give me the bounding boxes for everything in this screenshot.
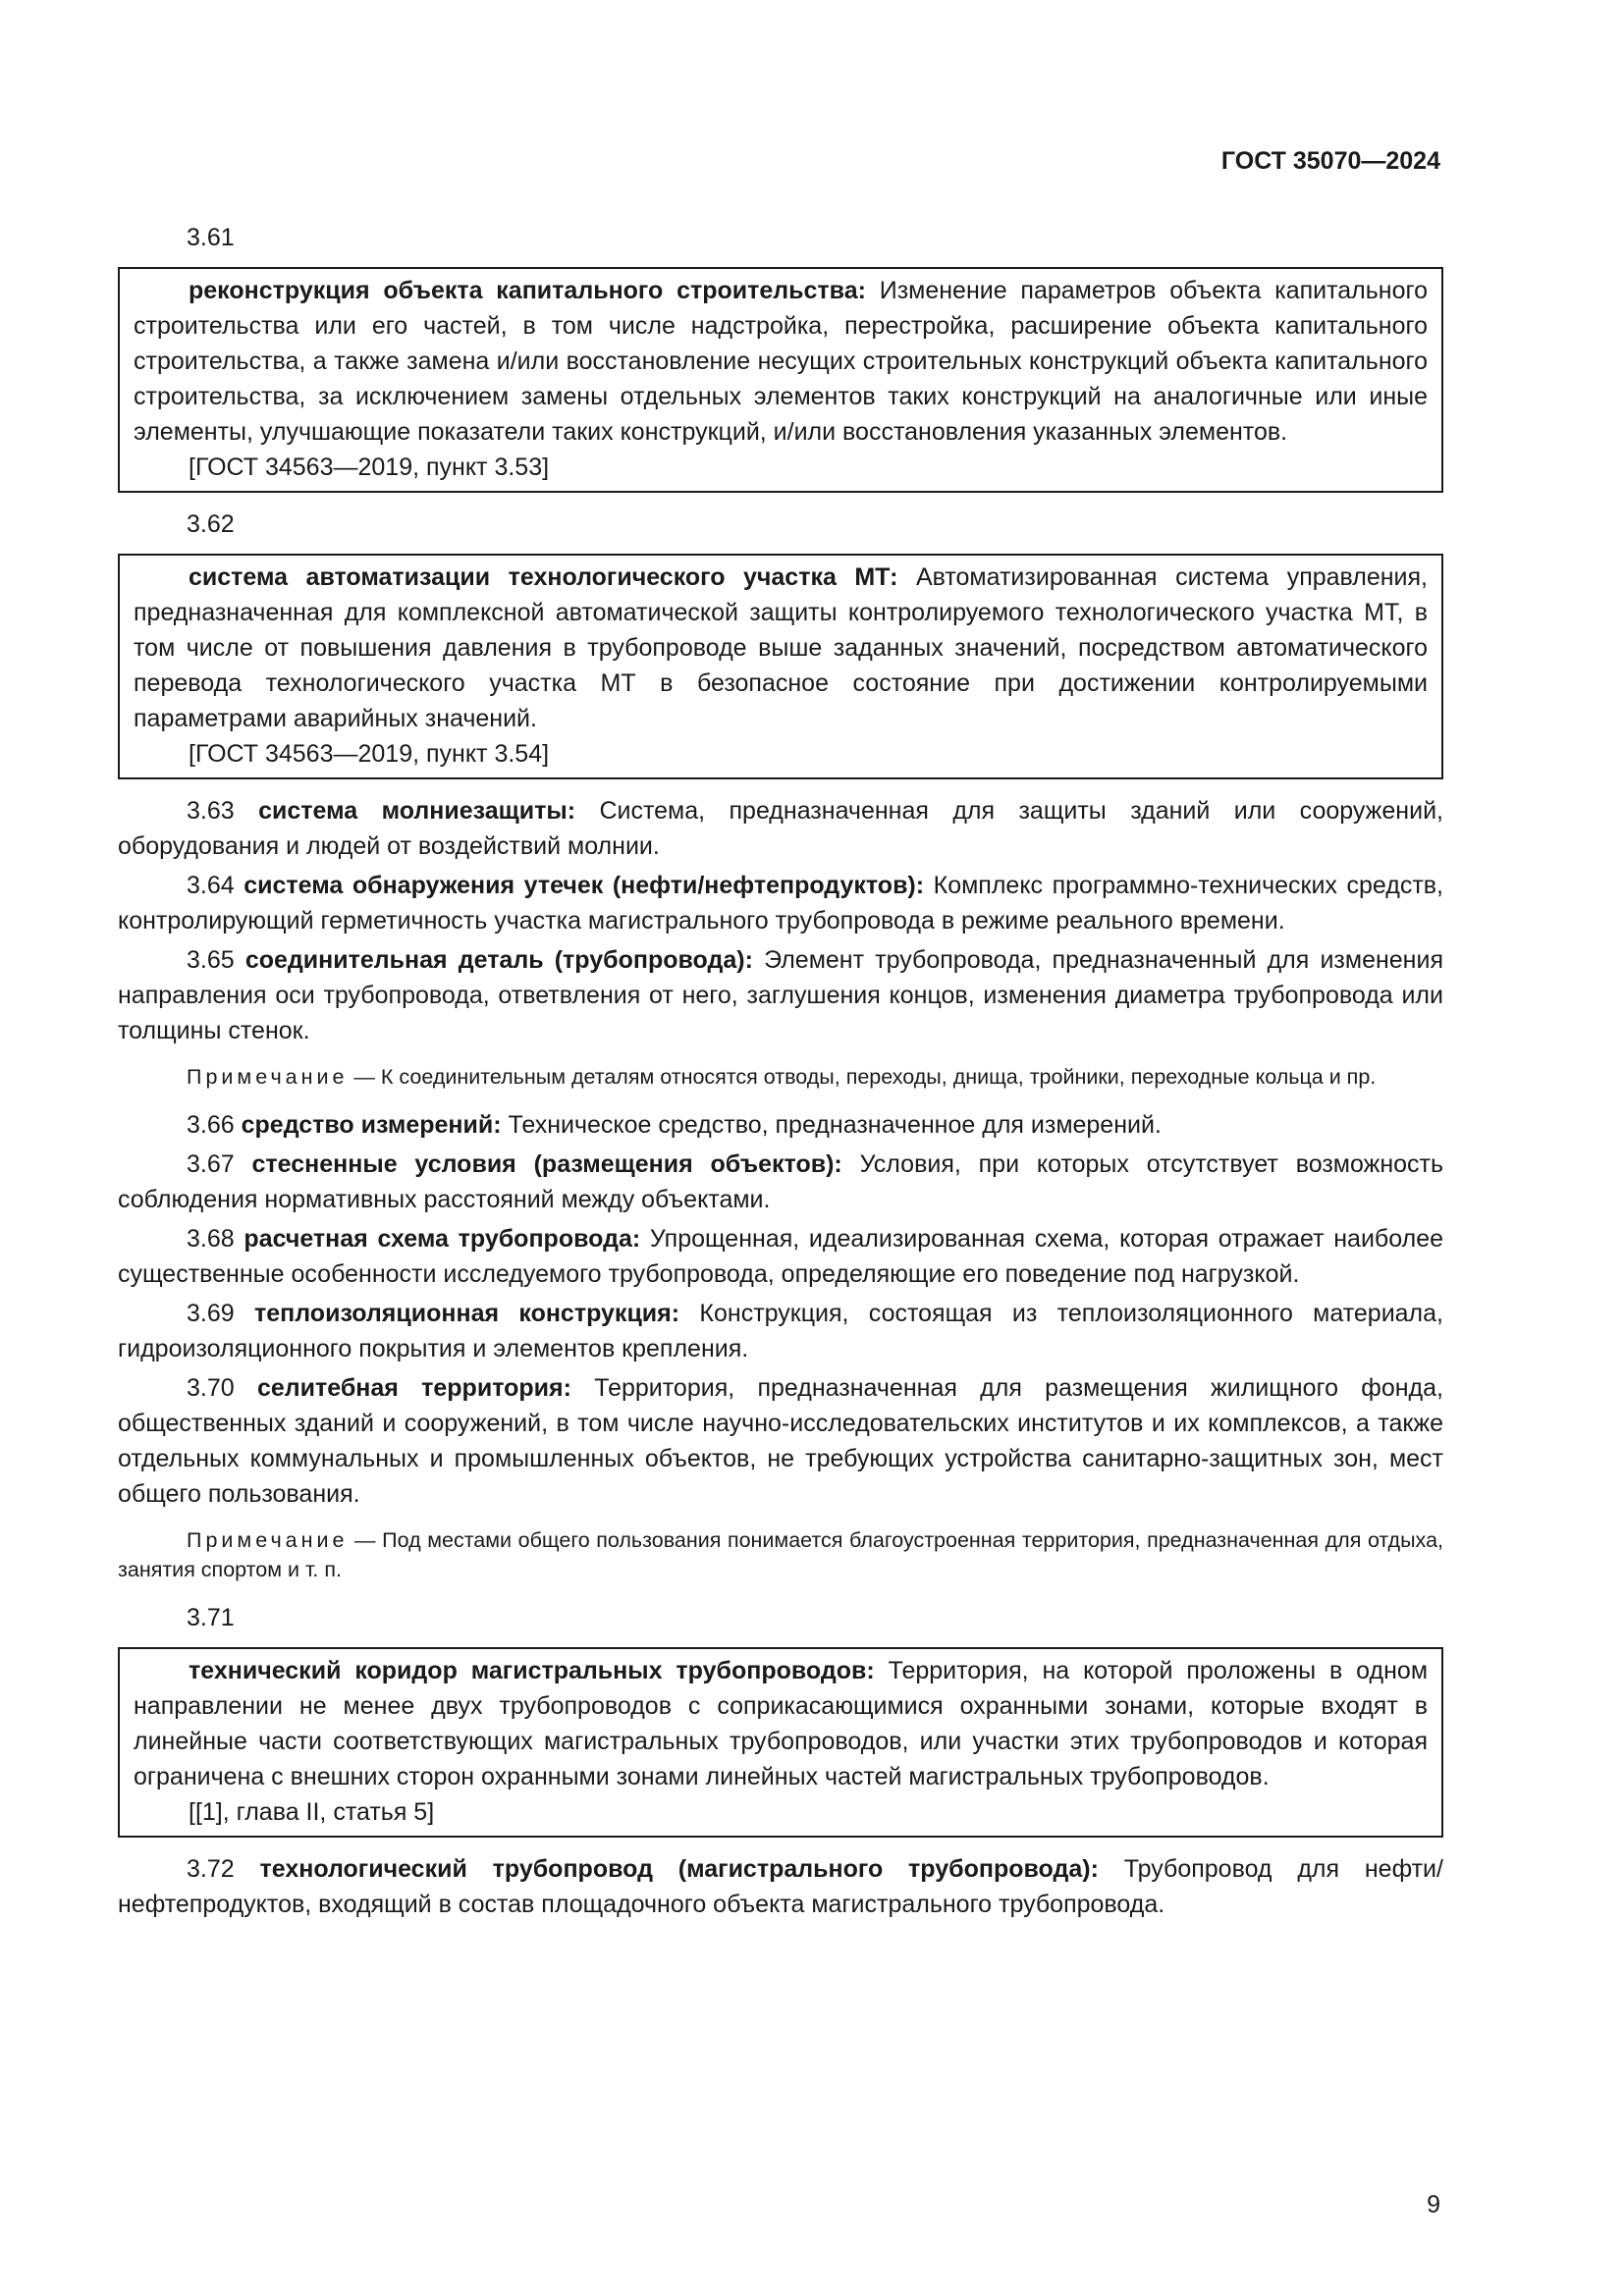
term-entry — [118, 1147, 1443, 1217]
term-entry — [118, 1370, 1443, 1512]
term-name: система автоматизации технологического участка МТ: — [189, 563, 898, 591]
term-number: 3.62 — [187, 510, 235, 538]
term-number: 3.67 — [187, 1150, 235, 1178]
framed-definition — [118, 267, 1443, 493]
term-entry — [118, 942, 1443, 1048]
term-entry — [118, 1107, 1443, 1143]
term-number: 3.71 — [187, 1604, 235, 1631]
page-number: 9 — [1427, 2191, 1440, 2218]
term-number: 3.61 — [187, 224, 235, 251]
definition-source: [ГОСТ 34563—2019, пункт 3.54] — [189, 740, 550, 768]
term-number: 3.70 — [187, 1374, 235, 1402]
note — [118, 1525, 1443, 1584]
term-number: 3.66 — [187, 1111, 235, 1139]
note-text: — К соединительным деталям относятся отводы, переходы, днища, тройники, переходные кольца и пр. — [348, 1065, 1377, 1089]
term-number: 3.64 — [187, 872, 235, 899]
term-name: средство измерений: — [241, 1111, 502, 1139]
term-definition: Элемент трубопровода, предназначенный для изменения направления оси трубопровода, ответвления от него, заглушения концов, изменения диаметра трубопровода или толщины стенок. — [118, 946, 1443, 1044]
term-name: система обнаружения утечек (нефти/нефтепродуктов): — [244, 872, 925, 899]
term-definition: Система, предназначенная для защиты зданий или сооружений, оборудования и людей от воздействий молнии. — [118, 797, 1443, 860]
term-entry — [118, 1221, 1443, 1292]
term-number: 3.68 — [187, 1225, 235, 1253]
note-label: Примечание — [187, 1528, 349, 1552]
definition-paragraph — [134, 560, 1428, 736]
term-name: соединительная деталь (трубопровода): — [244, 946, 753, 974]
definition-source: [[1], глава II, статья 5] — [189, 1798, 435, 1826]
note-label: Примечание — [187, 1065, 349, 1089]
term-definition: Комплекс программно-технических средств, контролирующий герметичность участка магистрального трубопровода в режиме реального времени. — [118, 872, 1443, 934]
term-name: система молниезащиты: — [258, 797, 576, 825]
term-name: реконструкция объекта капитального строительства: — [189, 277, 866, 304]
term-name: технологический трубопровод (магистрального трубопровода): — [259, 1855, 1099, 1883]
framed-definition — [118, 554, 1443, 779]
framed-definition — [118, 1647, 1443, 1838]
term-number: 3.69 — [187, 1300, 235, 1327]
term-name: теплоизоляционная конструкция: — [254, 1300, 680, 1327]
term-definition: Трубопровод для нефти/нефтепродуктов, входящий в состав площадочного объекта магистрального трубопровода. — [118, 1855, 1443, 1918]
definition-paragraph — [134, 273, 1428, 450]
term-definition: Изменение параметров объекта капитального строительства или его частей, в том числе надстройка, перестройка, расширение объекта капитального строительства, а также замена и/или восстановление несущих строительных конструкций объекта капитального строительства, за исключением замены отдельных элементов таких конструкций на аналогичные или иные элементы, улучшающие показатели таких конструкций, и/или восстановления указанных элементов. — [134, 277, 1428, 446]
term-definition: Территория, предназначенная для размещения жилищного фонда, общественных зданий и сооружений, в том числе научно-исследовательских институтов и их комплексов, а также отдельных коммунальных и промышленных объектов, не требующих устройства санитарно-защитных зон, мест общего пользования. — [118, 1374, 1443, 1508]
definition-source: [ГОСТ 34563—2019, пункт 3.53] — [189, 454, 550, 481]
term-definition: Условия, при которых отсутствует возможность соблюдения нормативных расстояний между объектами. — [118, 1150, 1444, 1213]
term-definition: Конструкция, состоящая из теплоизоляционного материала, гидроизоляционного покрытия и элементов крепления. — [118, 1300, 1443, 1362]
term-entry — [118, 868, 1443, 938]
term-definition: Территория, на которой проложены в одном направлении не менее двух трубопроводов с соприкасающимися охранными зонами, которые входят в линейные части соответствующих магистральных трубопроводов, или участки этих трубопроводов и которая ограничена с внешних сторон охранными зонами линейных частей магистральных трубопроводов. — [134, 1657, 1429, 1790]
term-name: стесненные условия (размещения объектов): — [251, 1150, 842, 1178]
term-entry — [118, 1296, 1443, 1366]
document-code: ГОСТ 35070—2024 — [1220, 147, 1440, 175]
term-definition: Упрощенная, идеализированная схема, которая отражает наиболее существенные особенности исследуемого трубопровода, определяющие его поведение под нагрузкой. — [118, 1225, 1443, 1288]
term-name: селитебная территория: — [256, 1374, 571, 1402]
term-name: расчетная схема трубопровода: — [244, 1225, 641, 1253]
term-definition: Автоматизированная система управления, предназначенная для комплексной автоматической защиты контролируемого технологического участка МТ, в том числе от повышения давления в трубопроводе выше заданных значений, посредством автоматического перевода технологического участка МТ в безопасное состояние при достижении контролируемыми параметрами аварийных значений. — [134, 563, 1428, 732]
term-entry — [118, 1851, 1443, 1922]
term-definition: Техническое средство, предназначенное для измерений. — [508, 1111, 1162, 1139]
term-number: 3.72 — [187, 1855, 235, 1883]
note-text: — Под местами общего пользования понимается благоустроенная территория, предназначенная для отдыха, занятия спортом и т. п. — [118, 1528, 1443, 1581]
note — [118, 1062, 1443, 1092]
definition-paragraph — [134, 1653, 1428, 1794]
terms-list — [118, 220, 1443, 1926]
term-number: 3.65 — [187, 946, 235, 974]
term-entry — [118, 793, 1443, 864]
term-number: 3.63 — [187, 797, 235, 825]
term-name: технический коридор магистральных трубопроводов: — [189, 1657, 875, 1684]
